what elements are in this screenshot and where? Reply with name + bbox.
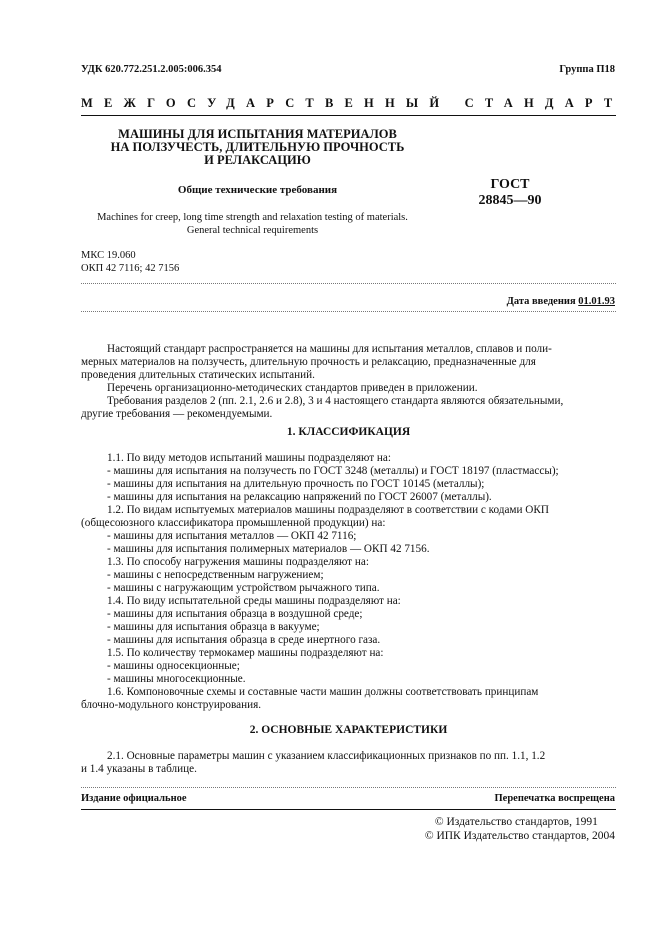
s1-line: - машины с непосредственным нагружением;	[107, 569, 324, 581]
okp-code: ОКП 42 7116; 42 7156	[81, 263, 180, 274]
intro-p3-line2: другие требования — рекомендуемыми.	[81, 408, 273, 420]
english-title-line-1: Machines for creep, long time strength and relaxation testing of materials.	[97, 212, 408, 223]
section1-heading: 1. КЛАССИФИКАЦИЯ	[286, 426, 411, 438]
s1-line: (общесоюзного классификатора промышленной продукции) на:	[81, 517, 386, 529]
s1-line: - машины с нагружающим устройством рычажного типа.	[107, 582, 380, 594]
copyright-block	[425, 815, 615, 843]
title-line-1: МАШИНЫ ДЛЯ ИСПЫТАНИЯ МАТЕРИАЛОВ	[118, 127, 397, 141]
s2-line2: и 1.4 указаны в таблице.	[81, 763, 197, 775]
s1-line: 1.3. По способу нагружения машины подразделяют на:	[107, 556, 369, 568]
intro-p1-line3: проведения длительных статических испытаний.	[81, 369, 315, 381]
s1-line: - машины для испытания на длительную прочность по ГОСТ 10145 (металлы);	[107, 478, 485, 490]
divider-dotted-3	[81, 787, 616, 788]
section2-heading: 2. ОСНОВНЫЕ ХАРАКТЕРИСТИКИ	[249, 724, 448, 736]
official-edition: Издание официальное	[81, 793, 187, 804]
gost-number: 28845—90	[478, 193, 542, 208]
intro-date	[507, 296, 615, 307]
s1-line: - машины односекционные;	[107, 660, 240, 672]
english-title	[80, 211, 425, 237]
title-block	[100, 128, 415, 167]
standard-type: МЕЖГОСУДАРСТВЕННЫЙ СТАНДАРТ	[81, 96, 624, 110]
s1-line: - машины для испытания образца в среде инертного газа.	[107, 634, 381, 646]
s1-line: - машины для испытания полимерных материалов — ОКП 42 7156.	[107, 543, 430, 555]
s1-line: - машины для испытания образца в воздушной среде;	[107, 608, 363, 620]
copyright-2: © ИПК Издательство стандартов, 2004	[424, 830, 615, 842]
intro-p1-line2: мерных материалов на ползучесть, длительную прочность и релаксацию, предназначенные для	[81, 356, 536, 368]
divider-dotted-1	[81, 283, 616, 284]
intro-p1-line1: Настоящий стандарт распространяется на машины для испытания металлов, сплавов и поли-	[107, 343, 552, 355]
codes	[81, 249, 179, 275]
s1-line: 1.2. По видам испытуемых материалов машины подразделяют в соответствии с кодами ОКП	[107, 504, 549, 516]
s1-line: - машины для испытания металлов — ОКП 42 7116;	[107, 530, 357, 542]
intro-p3-line1: Требования разделов 2 (пп. 2.1, 2.6 и 2.8), 3 и 4 настоящего стандарта являются обязательными,	[107, 395, 564, 407]
footer-rule	[81, 809, 616, 810]
english-title-line-2: General technical requirements	[186, 225, 319, 236]
mks-code: МКС 19.060	[81, 250, 136, 261]
divider-dotted-2	[81, 311, 616, 312]
intro-date-value: 01.01.93	[578, 296, 615, 307]
reprint-notice: Перепечатка воспрещена	[494, 793, 615, 804]
group-code: Группа П18	[559, 64, 615, 75]
title-line-2: НА ПОЛЗУЧЕСТЬ, ДЛИТЕЛЬНУЮ ПРОЧНОСТЬ	[110, 140, 405, 154]
intro-date-label: Дата введения	[506, 296, 576, 307]
subtitle: Общие технические требования	[177, 184, 338, 196]
intro-p2: Перечень организационно-методических стандартов приведен в приложении.	[107, 382, 478, 394]
s1-line: блочно-модульного конструирования.	[81, 699, 262, 711]
gost-box	[440, 177, 580, 209]
s1-line: 1.5. По количеству термокамер машины подразделяют на:	[107, 647, 384, 659]
header-rule	[81, 115, 616, 116]
udk-code: УДК 620.772.251.2.005:006.354	[81, 64, 222, 75]
s1-line: - машины для испытания на ползучесть по ГОСТ 3248 (металлы) и ГОСТ 18197 (пластмассы);	[107, 465, 559, 477]
title-line-3: И РЕЛАКСАЦИЮ	[204, 153, 311, 167]
s2-line1: 2.1. Основные параметры машин с указанием классификационных признаков по пп. 1.1, 1.2	[107, 750, 546, 762]
s1-line: - машины для испытания образца в вакууме;	[107, 621, 320, 633]
s1-line: - машины для испытания на релаксацию напряжений по ГОСТ 26007 (металлы).	[107, 491, 492, 503]
gost-label: ГОСТ	[490, 177, 530, 192]
s1-line: 1.1. По виду методов испытаний машины подразделяют на:	[107, 452, 391, 464]
s1-line: 1.4. По виду испытательной среды машины подразделяют на:	[107, 595, 401, 607]
s1-line: - машины многосекционные.	[107, 673, 246, 685]
copyright-1: © Издательство стандартов, 1991	[434, 816, 598, 828]
s1-line: 1.6. Компоновочные схемы и составные части машин должны соответствовать принципам	[107, 686, 539, 698]
